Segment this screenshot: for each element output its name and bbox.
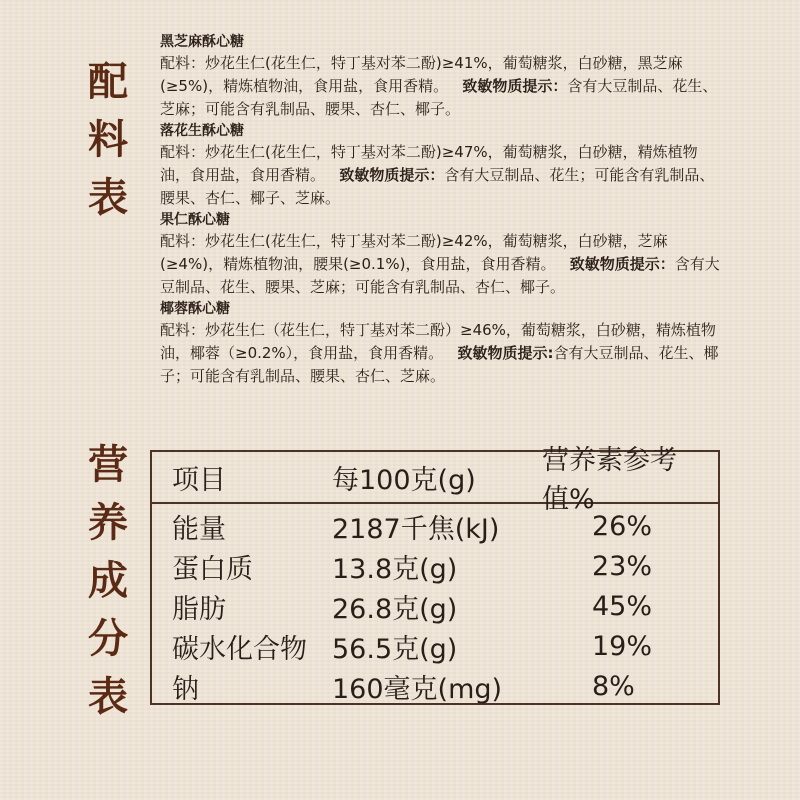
ingredients-title-char: 表: [88, 174, 128, 221]
nutrient-nrv: 45%: [592, 590, 653, 622]
allergen-text: 含有大豆制品、花生、腰果、芝麻；可能含有乳制品、杏仁、椰子。: [160, 255, 720, 296]
product-black-sesame: [160, 32, 720, 121]
nutrient-name: 碳水化合物: [172, 633, 307, 665]
nutrition-title-char: 分: [88, 615, 128, 662]
ingredients-text: 配料：炒花生仁（花生仁，特丁基对苯二酚）≥46%，葡萄糖浆，白砂糖，精炼植物油，椰蓉（≥0.2%），食用盐，食用香精。: [160, 321, 716, 362]
nutrient-name: 能量: [172, 513, 226, 545]
ingredients-list: [160, 32, 720, 388]
product-ingredients: [160, 141, 720, 210]
allergen-text: 含有大豆制品、花生；可能含有乳制品、腰果、杏仁、椰子、芝麻。: [160, 166, 715, 207]
nutrient-name: 蛋白质: [172, 553, 253, 585]
product-name: 果仁酥心糖: [160, 212, 230, 228]
table-row: [152, 586, 718, 626]
nutrient-nrv: 19%: [592, 630, 653, 662]
nutrition-title-char: 表: [88, 673, 128, 720]
product-name: 落花生酥心糖: [160, 123, 244, 139]
nutrition-title-char: 营: [88, 441, 128, 488]
product-ingredients: [160, 230, 720, 299]
ingredients-text: 配料：炒花生仁(花生仁，特丁基对苯二酚)≥47%，葡萄糖浆，白砂糖，精炼植物油，食用盐，食用香精。: [160, 143, 698, 184]
nutrient-nrv: 23%: [592, 550, 653, 582]
allergen-label: 致敏物质提示：: [569, 255, 675, 273]
nutrition-title-char: 养: [88, 499, 128, 546]
allergen-label: 致敏物质提示：: [462, 77, 568, 95]
ingredients-title: [78, 60, 138, 234]
product-ingredients: [160, 52, 720, 121]
table-row: [152, 506, 718, 546]
nutrition-table: [150, 445, 720, 705]
nutrient-name: 脂肪: [172, 593, 226, 625]
ingredients-text: 配料：炒花生仁(花生仁，特丁基对苯二酚)≥41%，葡萄糖浆，白砂糖，黑芝麻(≥5%)，精炼植物油，食用盐，食用香精。: [160, 54, 683, 95]
nutrient-nrv: 26%: [592, 510, 653, 542]
nutrient-name: 钠: [172, 673, 199, 705]
nutrition-title-char: 成: [88, 557, 128, 604]
allergen-text: 含有大豆制品、花生、芝麻；可能含有乳制品、腰果、杏仁、椰子。: [160, 77, 718, 118]
table-row: [152, 666, 718, 706]
header-item: 项目: [172, 464, 226, 496]
nutrition-title: [78, 443, 138, 733]
allergen-label: 致敏物质提示：: [339, 166, 445, 184]
product-ingredients: [160, 319, 720, 388]
nutrient-amount: 13.8克(g): [332, 553, 458, 585]
nutrient-amount: 26.8克(g): [332, 593, 458, 625]
product-name: 黑芝麻酥心糖: [160, 34, 244, 50]
ingredients-title-char: 配: [88, 58, 128, 105]
product-nut: [160, 210, 720, 299]
allergen-text: 含有大豆制品、花生、椰子；可能含有乳制品、腰果、杏仁、芝麻。: [160, 344, 719, 385]
product-coconut: [160, 299, 720, 388]
ingredients-text: 配料：炒花生仁(花生仁，特丁基对苯二酚)≥42%，葡萄糖浆，白砂糖，芝麻(≥4%)，精炼植物油，腰果(≥0.1%)，食用盐，食用香精。: [160, 232, 668, 273]
nutrient-amount: 160毫克(mg): [332, 673, 503, 705]
header-nrv: 营养素参考值%: [542, 445, 677, 515]
allergen-label: 致敏物质提示:: [457, 344, 554, 362]
nutrient-amount: 56.5克(g): [332, 633, 458, 665]
nutrient-amount: 2187千焦(kJ): [332, 513, 500, 545]
table-row: [152, 546, 718, 586]
ingredients-title-char: 料: [88, 116, 128, 163]
product-name: 椰蓉酥心糖: [160, 301, 230, 317]
nutrient-nrv: 8%: [592, 670, 635, 702]
product-peanut: [160, 121, 720, 210]
table-header: [152, 445, 718, 515]
header-per-100g: 每100克(g): [332, 464, 476, 496]
table-row: [152, 626, 718, 666]
